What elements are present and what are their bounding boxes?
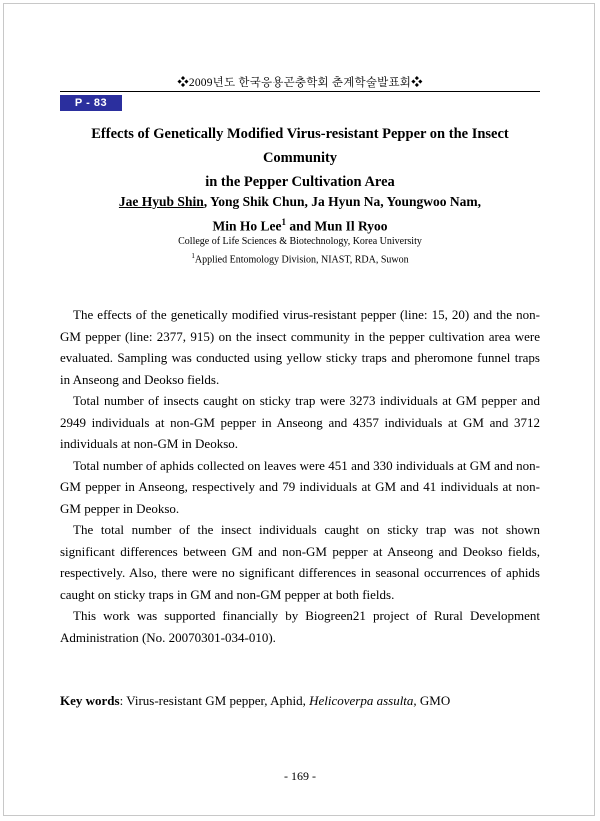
- author-list: [60, 191, 540, 237]
- affiliation-secondary-text: Applied Entomology Division, NIAST, RDA, Suwon: [194, 254, 409, 266]
- title-line-1: Effects of Genetically Modified Virus-resistant Pepper on the Insect Community: [91, 126, 509, 166]
- affiliation-marker: 1: [281, 217, 286, 227]
- title-line-2: in the Pepper Cultivation Area: [205, 174, 395, 190]
- affiliations: [60, 234, 540, 267]
- poster-number-badge: P - 83: [60, 95, 122, 111]
- abstract-paragraph: The total number of the insect individuals caught on sticky trap was not shown significant differences between GM and non-GM pepper at Anseong and Deokso fields, respectively. Also, there were no significant differences in seasonal occurrences of aphids caught on sticky traps in GM and non-GM pepper at both fields.: [60, 522, 540, 602]
- abstract-paragraph: Total number of aphids collected on leaves were 451 and 330 individuals at GM and non-GM pepper in Anseong, respectively and 79 individuals at GM and 41 individuals at non-GM pepper in Deokso.: [60, 457, 540, 516]
- affiliation-primary: College of Life Sciences & Biotechnology, Korea University: [178, 236, 422, 247]
- keywords-species: Helicoverpa assulta,: [309, 693, 417, 708]
- abstract-paragraph: This work was supported financially by Biogreen21 project of Rural Development Administration (No. 20070301-034-010).: [60, 608, 540, 645]
- page-number: - 169 -: [284, 769, 316, 783]
- abstract-paragraph: The effects of the genetically modified virus-resistant pepper (line: 15, 20) and the non-GM pepper (line: 2377, 915) on the insect community in the pepper cultivation area were evaluated. Sampling was conducted using yellow sticky traps and pheromone funnel traps in Anseong and Deokso fields.: [60, 307, 540, 387]
- author-line-1-rest: , Yong Shik Chun, Ja Hyun Na, Youngwoo Nam,: [203, 194, 482, 209]
- abstract-body: [60, 304, 540, 648]
- running-head: ❖2009년도 한국응용곤충학회 춘계학술발표회❖: [177, 77, 423, 89]
- presenting-author: Jae Hyub Shin: [118, 194, 204, 209]
- affiliation-secondary-marker: 1: [191, 252, 195, 260]
- header-rule: [60, 91, 540, 92]
- paper-title: [60, 122, 540, 194]
- abstract-paragraph: Total number of insects caught on sticky trap were 3273 individuals at GM pepper and 2949 individuals at non-GM pepper in Anseong and 4357 individuals at GM and 3712 individuals at non-GM in Deokso.: [60, 393, 540, 451]
- author-line-2-rest: and Mun Il Ryoo: [285, 218, 388, 234]
- keywords-separator: :: [119, 693, 127, 708]
- keywords-tail: GMO: [416, 693, 451, 708]
- author-min-ho-lee: Min Ho Lee: [212, 218, 282, 234]
- keywords-line: [60, 693, 540, 709]
- keywords-plain: Virus-resistant GM pepper, Aphid,: [126, 693, 310, 708]
- keywords-label: Key words: [60, 693, 120, 708]
- affiliation-secondary: [60, 249, 540, 267]
